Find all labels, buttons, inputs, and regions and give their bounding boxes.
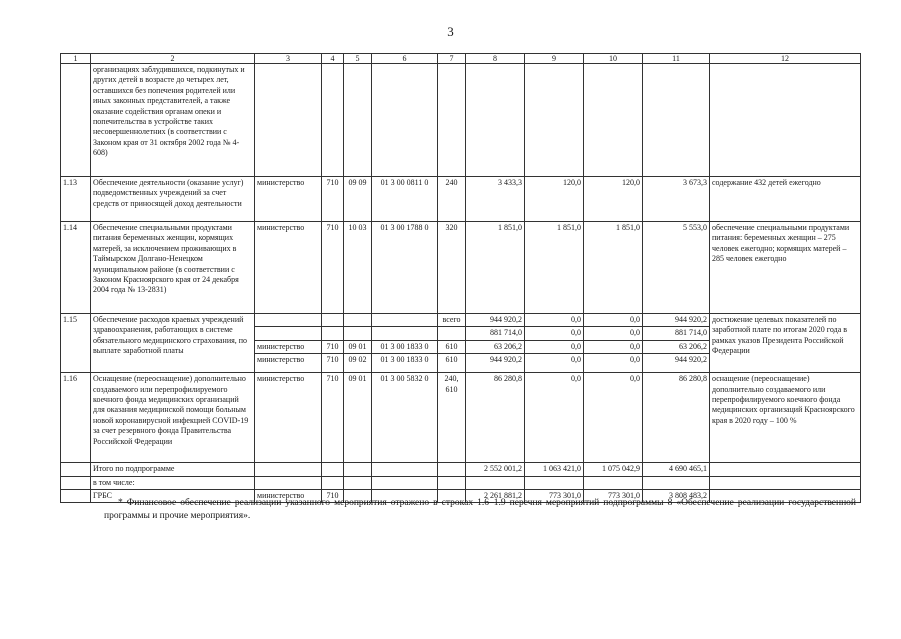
expected-result: содержание 432 детей ежегодно (710, 177, 861, 222)
amount-2022: 0,0 (584, 340, 643, 353)
amount-2020: 881 714,0 (466, 327, 525, 340)
amount-2022: 1 075 042,9 (584, 463, 643, 476)
column-number: 9 (525, 54, 584, 64)
column-number: 5 (344, 54, 372, 64)
column-number: 4 (322, 54, 344, 64)
amount-total: 4 690 465,1 (643, 463, 710, 476)
expense-type: 610 (438, 354, 466, 373)
including-label: в том числе: (91, 476, 255, 489)
amount-total: 3 673,3 (643, 177, 710, 222)
table-row (61, 476, 861, 489)
column-number: 11 (643, 54, 710, 64)
amount-total: 944 920,2 (643, 314, 710, 327)
amount-2021: 0,0 (525, 354, 584, 373)
amount-total: 63 206,2 (643, 340, 710, 353)
amount-2021: 120,0 (525, 177, 584, 222)
grbs-code: 710 (322, 373, 344, 463)
column-number: 1 (61, 54, 91, 64)
grbs-name: министерство (255, 177, 322, 222)
column-number-row (61, 54, 861, 64)
amount-2021: 1 851,0 (525, 222, 584, 314)
expense-type: всего (438, 314, 466, 327)
grbs-name: министерство (255, 490, 322, 503)
amount-total: 86 280,8 (643, 373, 710, 463)
grbs-label: ГРБС (91, 490, 255, 503)
column-number: 3 (255, 54, 322, 64)
grbs-code: 710 (322, 354, 344, 373)
grbs-code: 710 (322, 340, 344, 353)
amount-total: 3 808 483,2 (643, 490, 710, 503)
amount-2020: 2 552 001,2 (466, 463, 525, 476)
table-row (61, 314, 861, 327)
amount-2020: 86 280,8 (466, 373, 525, 463)
total-label: Итого по подпрограмме (91, 463, 255, 476)
target-article: 01 3 00 0811 0 (372, 177, 438, 222)
expected-result: оснащение (переоснащение) дополнительно создаваемого или перепрофилируемого коечного фонда медицинских организаций Красноярского края в 2020 году – 100 % (710, 373, 861, 463)
grbs-name: министерство (255, 340, 322, 353)
column-number: 10 (584, 54, 643, 64)
row-number: 1.14 (61, 222, 91, 314)
target-article: 01 3 00 1833 0 (372, 354, 438, 373)
amount-2021: 1 063 421,0 (525, 463, 584, 476)
section-code: 10 03 (344, 222, 372, 314)
column-number: 7 (438, 54, 466, 64)
row-number: 1.15 (61, 314, 91, 373)
measure-name: Оснащение (переоснащение) дополнительно создаваемого или перепрофилируемого коечного фонда медицинских организаций для оказания медицинской помощи больным новой коронавирусной инфекцией COVID-19 за счет резервного фонда Правительства Российской Федерации (91, 373, 255, 463)
subprogram-measures-table (60, 53, 861, 503)
row-number: 1.13 (61, 177, 91, 222)
footnote: * Финансовое обеспечение реализации указанного мероприятия отражено в строках 1.6–1.9 перечня мероприятий подпрограммы 8 «Обеспечение реализации государственной программы и прочие мероприятия». (104, 498, 856, 521)
amount-2022: 773 301,0 (584, 490, 643, 503)
column-number: 12 (710, 54, 861, 64)
table-row (61, 177, 861, 222)
grbs-code: 710 (322, 490, 344, 503)
section-code: 09 02 (344, 354, 372, 373)
section-code: 09 01 (344, 373, 372, 463)
expense-type: 320 (438, 222, 466, 314)
grbs-name: министерство (255, 222, 322, 314)
table-row (61, 64, 861, 177)
expense-type: 240 (438, 177, 466, 222)
amount-2021: 0,0 (525, 314, 584, 327)
table-row (61, 463, 861, 476)
amount-2021: 0,0 (525, 373, 584, 463)
amount-2020: 944 920,2 (466, 314, 525, 327)
column-number: 8 (466, 54, 525, 64)
row-number: 1.16 (61, 373, 91, 463)
amount-2020: 3 433,3 (466, 177, 525, 222)
amount-total: 881 714,0 (643, 327, 710, 340)
target-article: 01 3 00 1788 0 (372, 222, 438, 314)
measure-name: Обеспечение деятельности (оказание услуг) подведомственных учреждений за счет средств от приносящей доход деятельности (91, 177, 255, 222)
grbs-name: министерство (255, 373, 322, 463)
amount-2020: 1 851,0 (466, 222, 525, 314)
amount-2022: 0,0 (584, 314, 643, 327)
grbs-code: 710 (322, 177, 344, 222)
target-article: 01 3 00 1833 0 (372, 340, 438, 353)
column-number: 6 (372, 54, 438, 64)
table-row (61, 373, 861, 463)
amount-2021: 773 301,0 (525, 490, 584, 503)
expense-type: 240, 610 (438, 373, 466, 463)
expected-result: достижение целевых показателей по заработной плате по итогам 2020 года в рамках указов Президента Российской Федерации (710, 314, 861, 373)
column-number: 2 (91, 54, 255, 64)
expected-result: обеспечение специальными продуктами питания: беременных женщин – 275 человек ежегодно; кормящих матерей – 285 человек ежегодно (710, 222, 861, 314)
measure-name: Обеспечение специальными продуктами питания беременных женщин, кормящих матерей, за исключением проживающих в Таймырском Долгано-Ненецком муниципальном районе (в соответствии с Законом Красноярского края от 24 декабря 2004 года № 13-2831) (91, 222, 255, 314)
page-number: 3 (447, 24, 454, 39)
expense-type: 610 (438, 340, 466, 353)
amount-2022: 0,0 (584, 354, 643, 373)
amount-2022: 0,0 (584, 327, 643, 340)
amount-total: 944 920,2 (643, 354, 710, 373)
amount-2021: 0,0 (525, 340, 584, 353)
amount-2020: 63 206,2 (466, 340, 525, 353)
grbs-name: министерство (255, 354, 322, 373)
measure-name: организациях заблудившихся, подкинутых и других детей в возрасте до четырех лет, оставшихся без попечения родителей или иных законных представителей, а также оказание содействия органам опеки и попечительства в устройстве таких несовершеннолетних (в соответствии с Законом края от 31 октября 2002 года № 4-608) (91, 64, 255, 177)
amount-2021: 0,0 (525, 327, 584, 340)
amount-2022: 0,0 (584, 373, 643, 463)
table-row (61, 222, 861, 314)
target-article: 01 3 00 5832 0 (372, 373, 438, 463)
amount-2022: 1 851,0 (584, 222, 643, 314)
amount-total: 5 553,0 (643, 222, 710, 314)
amount-2020: 944 920,2 (466, 354, 525, 373)
amount-2020: 2 261 881,2 (466, 490, 525, 503)
section-code: 09 01 (344, 340, 372, 353)
measure-name: Обеспечение расходов краевых учреждений здравоохранения, работающих в системе обязательного медицинского страхования, по выплате заработной платы (91, 314, 255, 373)
amount-2022: 120,0 (584, 177, 643, 222)
grbs-code: 710 (322, 222, 344, 314)
section-code: 09 09 (344, 177, 372, 222)
